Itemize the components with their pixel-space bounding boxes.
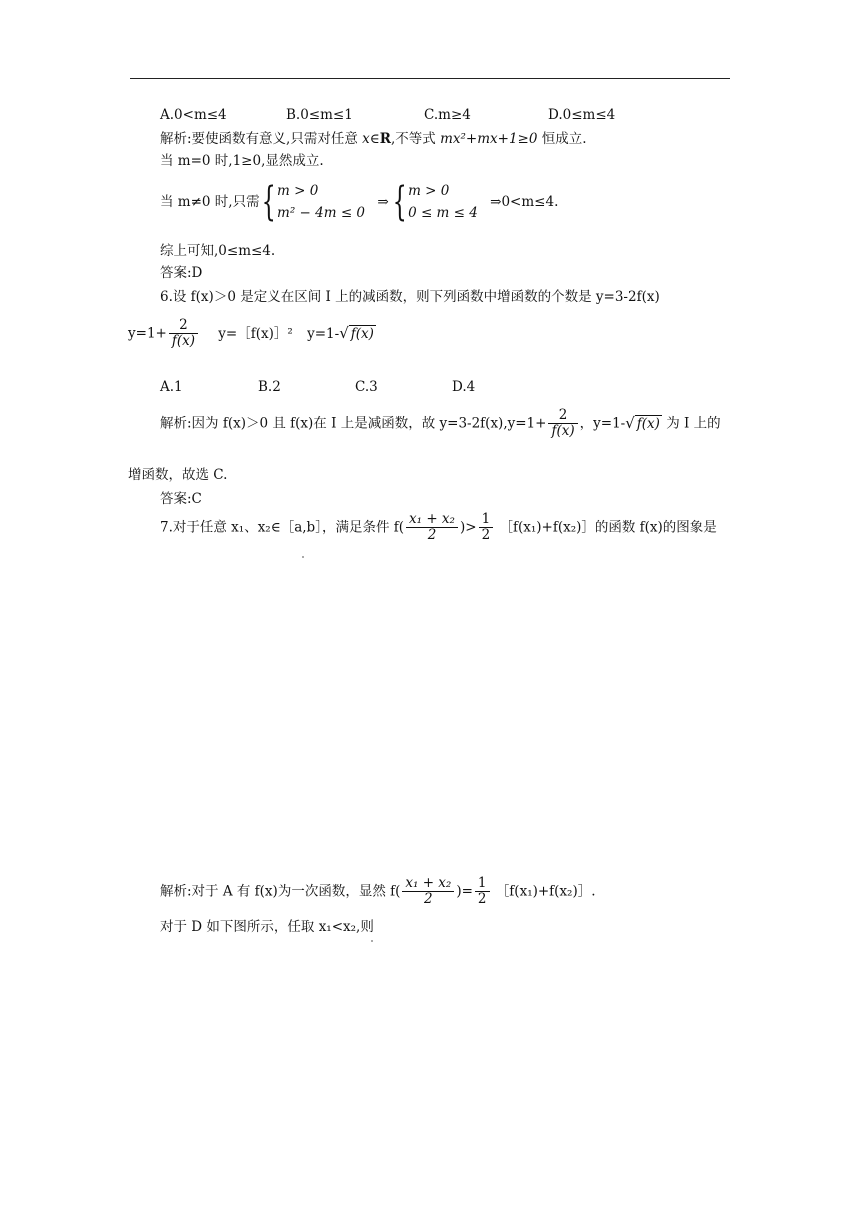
brace-left-1: { [261,179,276,225]
q6-option-a: A.1 [160,379,183,395]
q6-analysis-line2: 增函数，故选 C. [128,467,228,483]
q6-analysis-end: 为 I 上的 [666,415,721,432]
q7-analysis-lead: 解析:对于 A 有 f(x)为一次函数，显然 f( [160,883,401,900]
q5-analysis [160,130,587,148]
q6-analysis-numerator: 2 [548,408,577,424]
q5-analysis-prefix: 解析:要使函数有意义,只需对任意 [160,131,358,147]
q6-analysis-fraction [548,408,577,439]
q5-system-1-row-b: m² − 4m ≤ 0 [277,205,366,221]
q5-system-2-row-a: m > 0 [408,183,450,199]
q6-fn2-lead: y=1+ [128,325,167,342]
q7-line-d: 对于 D 如下图所示，任取 x₁<x₂,则 [160,919,374,935]
q5-analysis-in: ∈ [369,131,380,147]
q7-stem-numerator: x₁ + x₂ [406,512,458,528]
q6-analysis-mid: ，y=1- [579,415,626,432]
implies-arrow-1: ⇒ [377,194,389,210]
q5-case-zero: 当 m=0 时,1≥0,显然成立. [160,153,324,169]
q6-option-b: B.2 [258,379,281,395]
q5-answer: 答案:D [160,265,203,281]
image-placeholder-mark [302,556,304,558]
q5-option-d: D.0≤m≤4 [548,107,616,123]
q6-fn4-sqrt: √ f(x) [339,324,374,342]
q5-system-2-row-b: 0 ≤ m ≤ 4 [408,205,478,221]
q7-stem-tail: ［f(x₁)+f(x₂)］的函数 f(x)的图象是 [499,519,717,536]
header-rule [130,78,730,79]
q7-stem-half-den: 2 [481,527,491,543]
q5-analysis-ineq-lead: ,不等式 [391,131,436,147]
q5-summary: 综上可知,0≤m≤4. [160,243,276,259]
q6-fn3: y=［f(x)］² [218,325,293,342]
brace-left-2: { [392,179,407,225]
q5-system-1-row-a: m > 0 [277,183,319,199]
q5-analysis-x: x [362,131,370,147]
q5-option-a: A.0<m≤4 [160,107,227,123]
q6-analysis-lead: 解析:因为 f(x)＞0 且 f(x)在 I 上是减函数，故 y=3-2f(x),y=1+ [160,415,547,432]
q7-stem-half [479,512,494,543]
q6-option-d: D.4 [452,379,476,395]
q7-analysis-half-den: 2 [477,891,487,907]
q6-analysis-sqrt: √ f(x) [625,414,660,432]
q7-analysis-denominator: 2 [424,891,433,907]
image-placeholder-mark-2 [371,940,373,942]
q7-analysis-tail: ［f(x₁)+f(x₂)］. [495,883,596,900]
q6-analysis-denominator: f(x) [551,423,575,439]
q5-analysis-r: R [379,131,391,147]
q6-functions [128,318,376,358]
q6-fn4-lead: y=1- [307,325,340,342]
q5-analysis-tail: 恒成立. [541,131,587,147]
q7-analysis-numerator: x₁ + x₂ [402,876,454,892]
q5-analysis-inequality: mx²+mx+1≥0 [440,131,538,147]
q7-stem-lead: 7.对于任意 x₁、x₂∈［a,b］，满足条件 f( [160,519,405,536]
q7-stem-mid: )> [459,519,477,536]
q7-stem [160,512,717,552]
q6-analysis [160,408,721,448]
q6-stem: 6.设 f(x)＞0 是定义在区间 I 上的减函数，则下列函数中增函数的个数是 y=3-2f(x) [160,289,660,305]
q5-system-1 [277,180,365,224]
q7-analysis-fraction [402,876,454,907]
q5-option-c: C.m≥4 [424,107,471,123]
q5-case-nonzero-result: 0<m≤4. [501,194,559,210]
q7-analysis-mid: )= [456,883,473,900]
q7-analysis-half-num: 1 [475,876,490,892]
q6-analysis-sqrt-arg: f(x) [636,416,660,432]
q6-fn4-sqrt-arg: f(x) [350,326,374,342]
q7-analysis [160,876,596,916]
q7-stem-fraction [406,512,458,543]
q6-fn2-denominator: f(x) [171,333,195,349]
q6-fn2-fraction [169,318,198,349]
q5-case-nonzero-lead: 当 m≠0 时,只需 [160,194,260,210]
q7-stem-half-num: 1 [479,512,494,528]
q5-case-nonzero [160,180,558,230]
q6-answer: 答案:C [160,491,202,507]
q6-fn2-numerator: 2 [169,318,198,334]
q5-system-2 [408,180,478,224]
q6-option-c: C.3 [355,379,378,395]
q7-stem-denominator: 2 [427,527,437,543]
q5-option-b: B.0≤m≤1 [286,107,353,123]
implies-arrow-2: ⇒ [490,194,502,210]
q7-analysis-half [475,876,490,907]
